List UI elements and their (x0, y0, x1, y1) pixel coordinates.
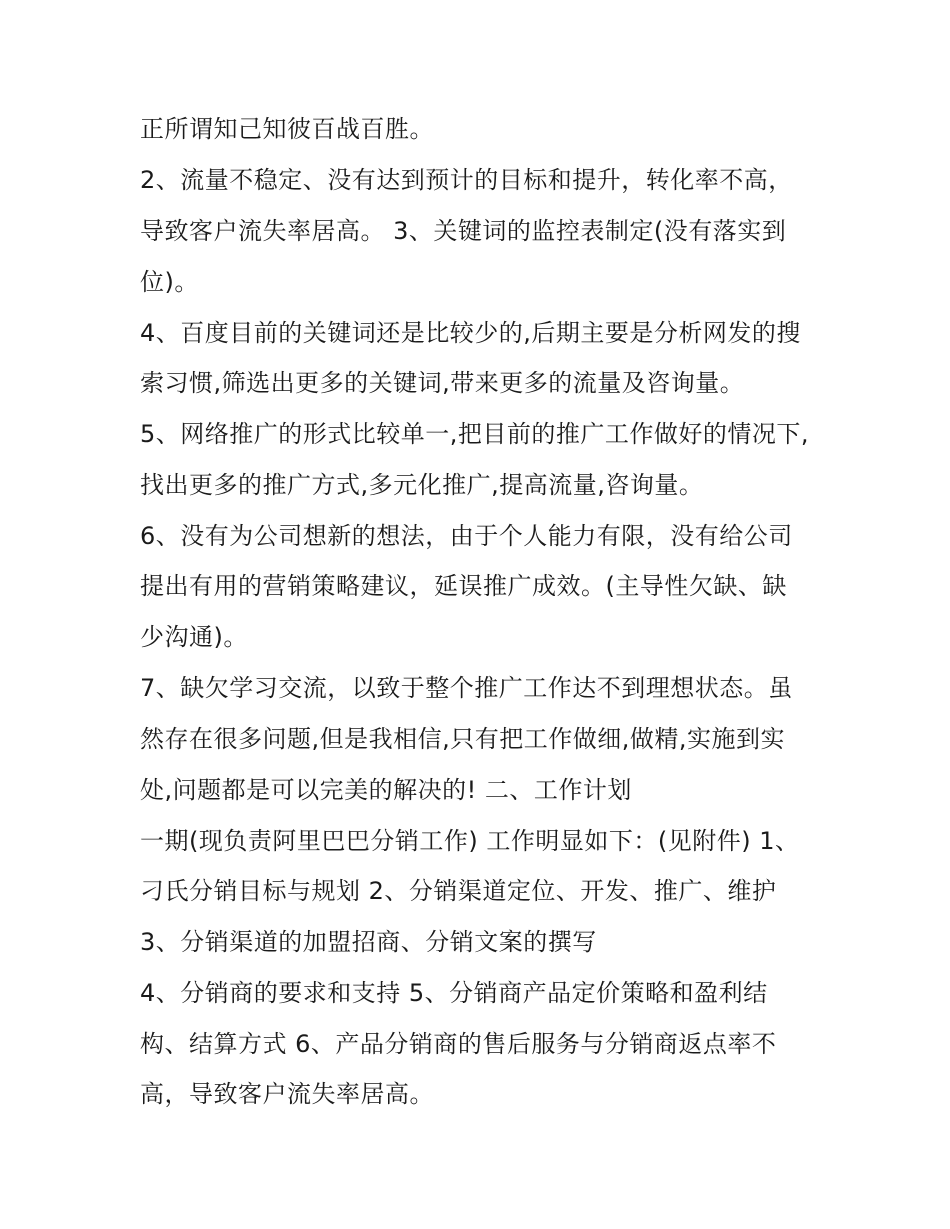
text-line: 3、分销渠道的加盟招商、分销文案的撰写 (140, 928, 597, 956)
text-line: 提出有用的营销策略建议，延误推广成效。(主导性欠缺、缺 (140, 572, 787, 600)
text-line: 5、网络推广的形式比较单一,把目前的推广工作做好的情况下, (140, 420, 810, 448)
text-line: 找出更多的推广方式,多元化推广,提高流量,咨询量。 (140, 471, 704, 499)
text-line: 7、缺欠学习交流，以致于整个推广工作达不到理想状态。虽 (140, 674, 793, 702)
text-line: 4、百度目前的关键词还是比较少的,后期主要是分析网发的搜 (140, 319, 801, 347)
text-line: 索习惯,筛选出更多的关键词,带来更多的流量及咨询量。 (140, 369, 745, 397)
text-line: 然存在很多问题,但是我相信,只有把工作做细,做精,实施到实 (140, 725, 786, 753)
text-line: 一期(现负责阿里巴巴分销工作) 工作明显如下：(见附件) 1、 (140, 827, 800, 855)
text-line: 刁氏分销目标与规划 2、分销渠道定位、开发、推广、维护 (140, 877, 777, 905)
text-line: 导致客户流失率居高。 3、关键词的监控表制定(没有落实到 (140, 217, 787, 245)
text-line: 高，导致客户流失率居高。 (140, 1080, 434, 1108)
text-line: 位)。 (140, 268, 199, 296)
text-line: 2、流量不稳定、没有达到预计的目标和提升，转化率不高， (140, 166, 793, 194)
text-line: 少沟通)。 (140, 623, 248, 651)
text-line: 正所谓知己知彼百战百胜。 (140, 115, 434, 143)
text-line: 6、没有为公司想新的想法，由于个人能力有限，没有给公司 (140, 522, 793, 550)
text-line: 处,问题都是可以完美的解决的! 二、工作计划 (140, 776, 632, 804)
text-line: 构、结算方式 6、产品分销商的售后服务与分销商返点率不 (140, 1030, 777, 1058)
text-line: 4、分销商的要求和支持 5、分销商产品定价策略和盈利结 (140, 979, 768, 1007)
